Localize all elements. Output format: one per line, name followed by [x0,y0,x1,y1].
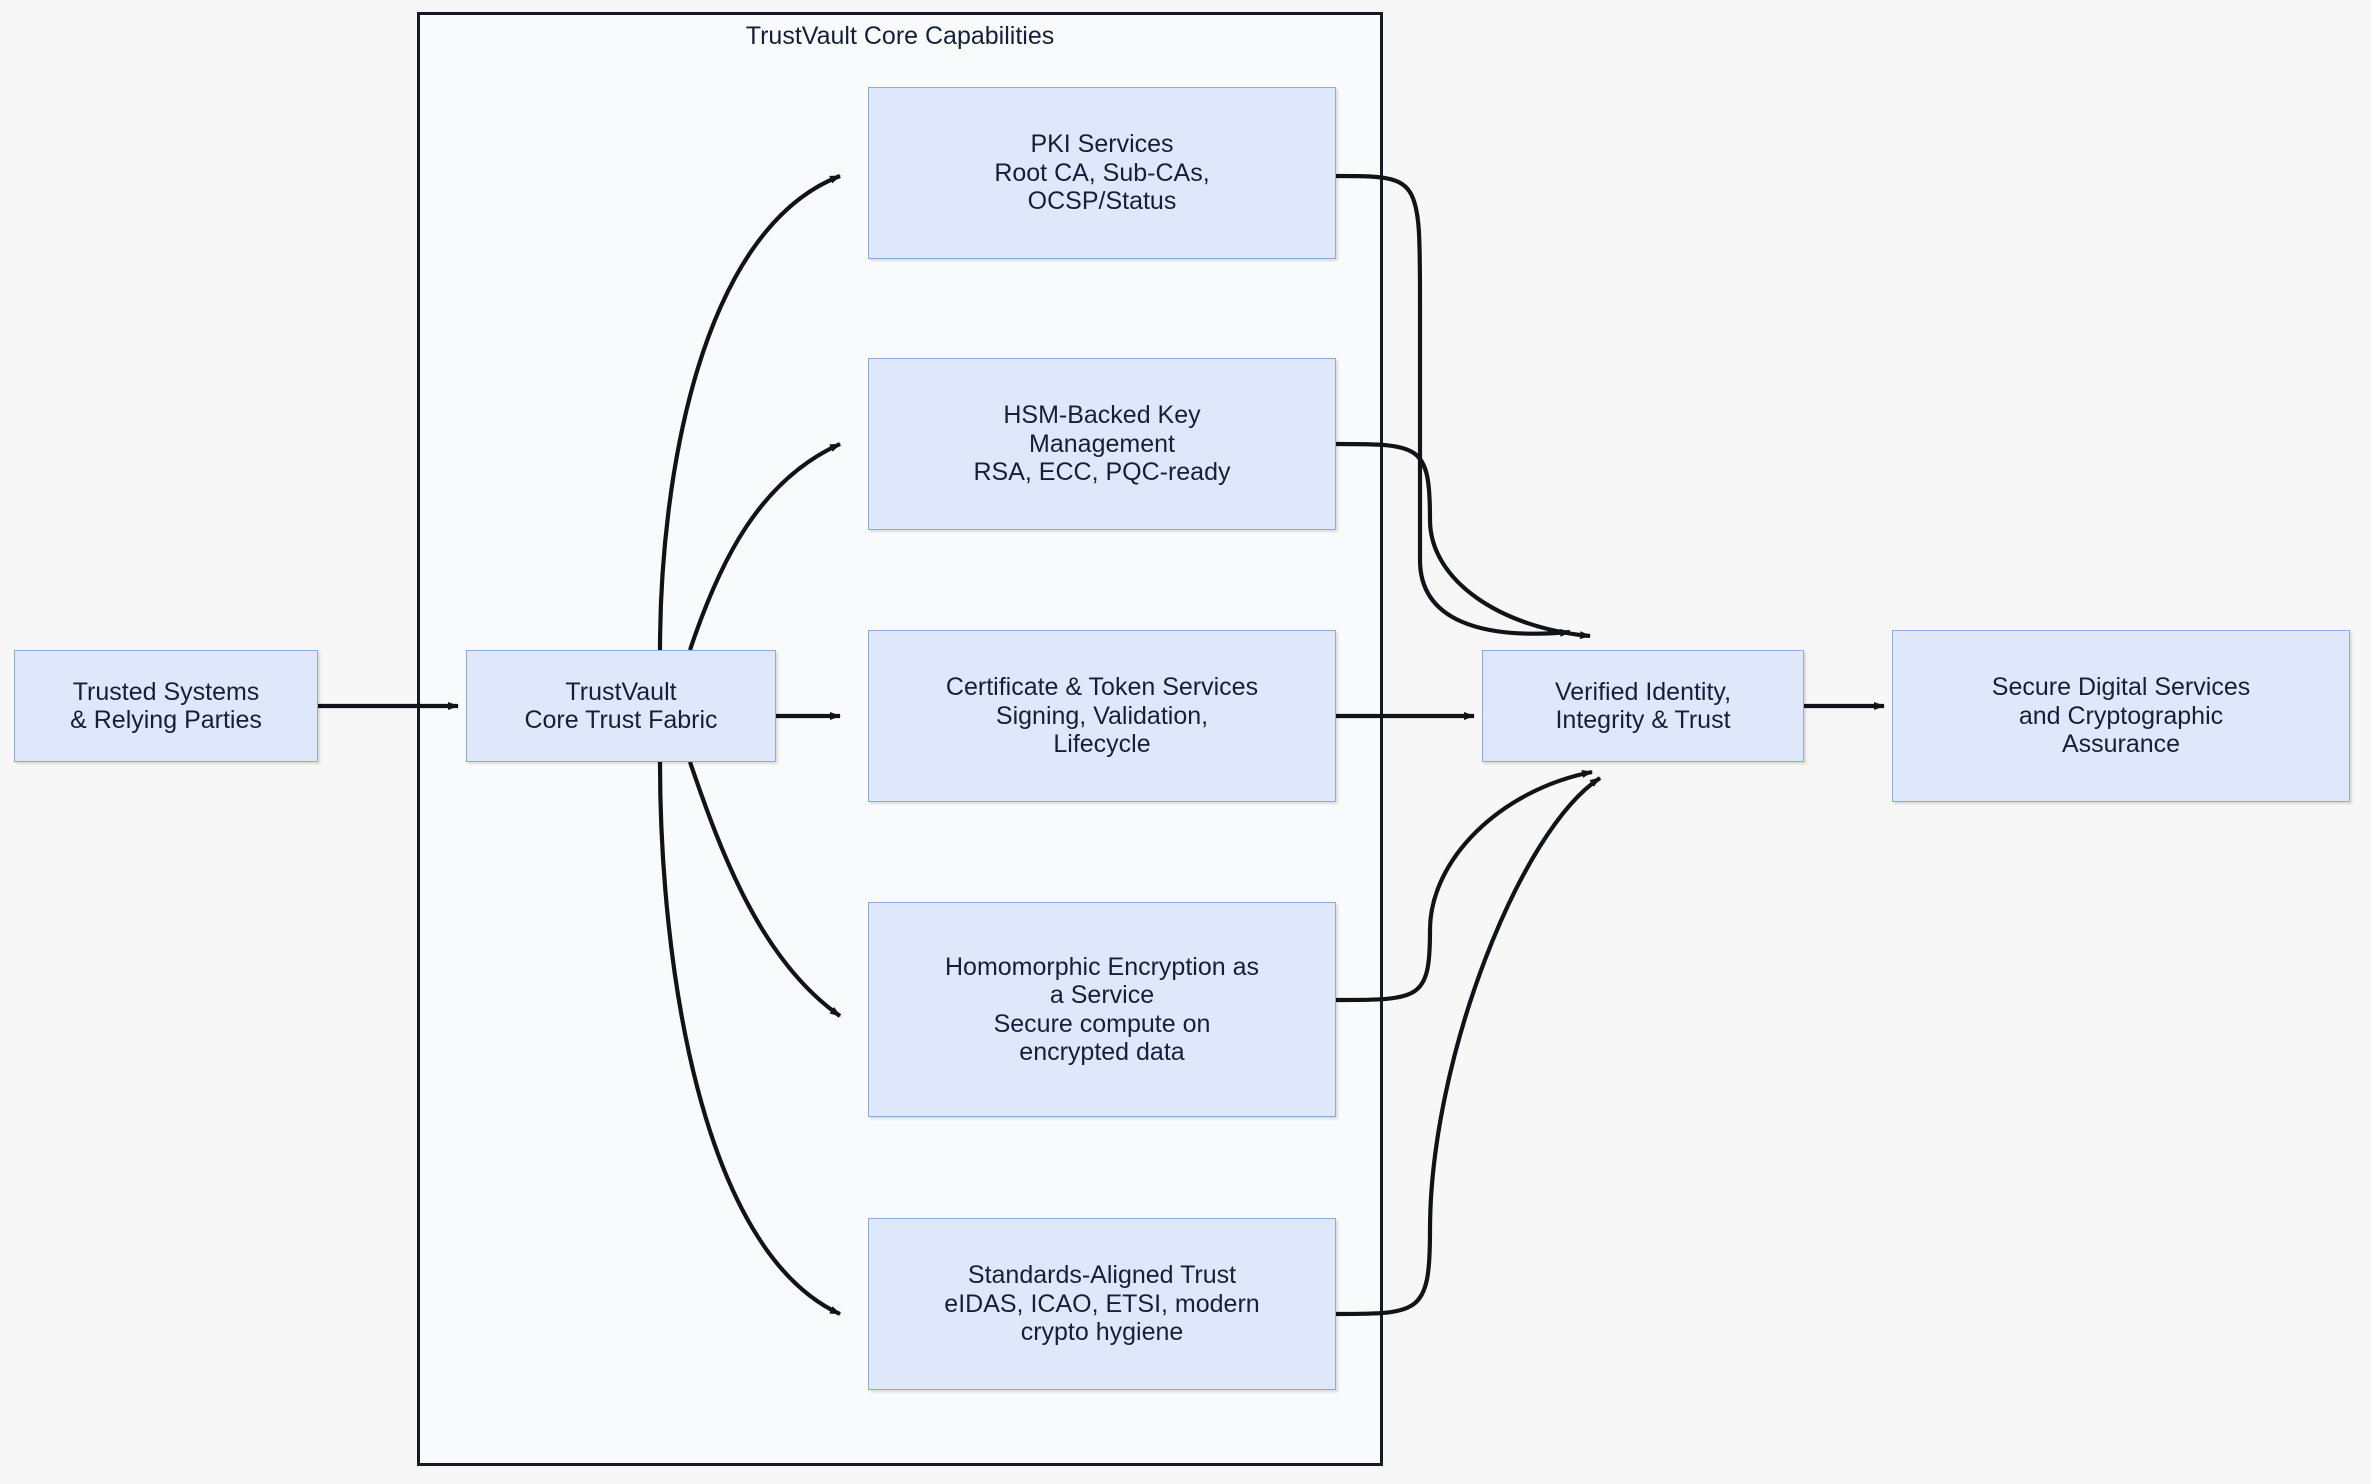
node-label-line: Integrity & Trust [1555,706,1731,734]
node-label-line: Signing, Validation, [995,701,1209,730]
node-label-line: encrypted data [1019,1038,1185,1066]
node-label-line: Standards-Aligned Trust [967,1261,1237,1290]
node-trusted-systems[interactable] [14,650,318,762]
cluster-title: TrustVault Core Capabilities [745,22,1055,50]
node-homomorphic-encryption[interactable] [868,902,1336,1117]
node-label-line: and Cryptographic [2018,701,2224,730]
node-label-line: Management [1029,429,1175,458]
node-hsm-key-management[interactable] [868,358,1336,530]
node-label-line: OCSP/Status [1027,187,1177,216]
node-label-line: Trusted Systems [72,677,260,706]
node-pki-services[interactable] [868,87,1336,259]
node-label-line: crypto hygiene [1020,1318,1184,1347]
node-label-line: Secure Digital Services [1991,673,2251,702]
node-certificate-token-services[interactable] [868,630,1336,802]
node-label-line: TrustVault [565,677,677,706]
node-label-line: Homomorphic Encryption as [944,952,1259,981]
node-label-line: PKI Services [1030,130,1174,159]
node-label-line: RSA, ECC, PQC-ready [973,458,1231,487]
node-secure-digital-services[interactable] [1892,630,2350,802]
node-label-line: Core Trust Fabric [524,706,718,734]
node-label-line: eIDAS, ICAO, ETSI, modern [944,1289,1260,1318]
node-label-line: a Service [1049,981,1155,1009]
node-label-line: & Relying Parties [70,706,262,734]
node-standards-aligned-trust[interactable] [868,1218,1336,1390]
node-label-line: Root CA, Sub-CAs, [994,158,1210,187]
node-label-line: HSM-Backed Key [1003,401,1201,430]
node-label-line: Certificate & Token Services [945,673,1259,702]
node-label-line: Lifecycle [1053,730,1151,759]
node-label-line: Secure compute on [993,1009,1211,1038]
node-verified-identity[interactable] [1482,650,1804,762]
node-label-line: Assurance [2061,730,2181,759]
node-label-line: Verified Identity, [1554,677,1732,706]
node-core-trust-fabric[interactable] [466,650,776,762]
